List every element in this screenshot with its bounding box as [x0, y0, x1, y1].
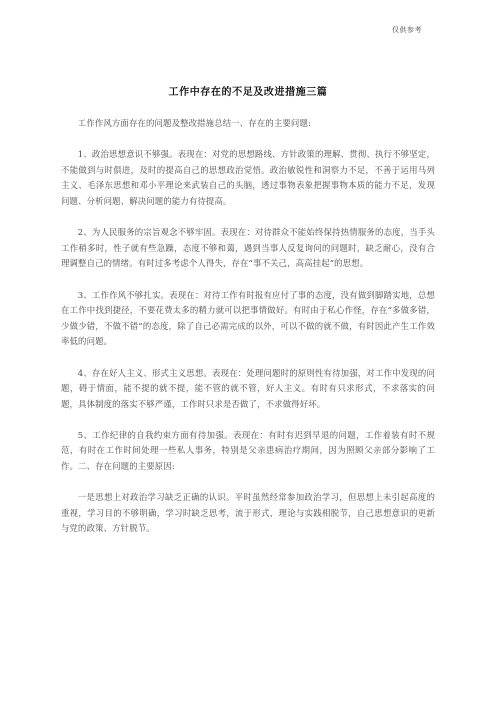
header-note: 仅供参考 — [392, 26, 422, 34]
paragraph-intro: 工作作风方面存在的问题及整改措施总结一、存在的主要问题: — [77, 118, 311, 128]
paragraph-3: 3、工作作风不够扎实。表现在：对待工作有时报有应付了事的态度，没有做到脚踏实地，总想在工作中找到捷径，不要花费太多的精力就可以把事情做好。有时由于私心作怪，存在“多做多错，少做少错，不做不错”的态度，除了自己必需完成的以外，可以不做的就不做，有时因此产生工作效率低的问题。 — [61, 289, 435, 347]
document-title: 工作中存在的不足及改进措施三篇 — [168, 87, 328, 98]
paragraph-4: 4、存在好人主义、形式主义思想。表现在：处理问题时的原则性有待加强，对工作中发现的问题，碍于情面，能不提的就不提，能不管的就不管，好人主义。有时有只求形式，不求落实的问题，具体制度的落实不够严谨，工作时只求是否做了，不求做得好坏。 — [61, 367, 435, 409]
paragraph-5: 5、工作纪律的自我约束方面有待加强。表现在：有时有迟到早退的问题，工作着装有时不规范，有时在工作时间处理一些私人事务，特别是父亲患病治疗期间，因为照顾父亲部分影响了工作。二、存在问题的主要原因: — [61, 429, 435, 472]
paragraph-1: 1、政治思想意识不够强。表现在：对党的思想路线、方针政策的理解、贯彻、执行不够坚定，不能做到与时俱进，及时的提高自己的思想政治觉悟。政治敏锐性和洞察力不足，不善于运用马列主义、毛泽东思想和邓小平理论来武装自己的头脑，透过事物表象把握事物本质的能力不足，发现问题、分析问题、解决问题的能力有待提高。 — [61, 149, 435, 206]
document-body — [61, 116, 435, 553]
paragraph-6: 一是思想上对政治学习缺乏正确的认识。平时虽然经常参加政治学习，但思想上未引起高度的重视，学习目的不够明确，学习时缺乏思考，流于形式，理论与实践相脱节，自己思想意识的更新与党的政策、方针脱节。 — [61, 492, 435, 534]
paragraph-2: 2、为人民服务的宗旨观念不够牢固。表现在：对待群众不能始终保持热情服务的态度，当手头工作稍多时，性子就有些急躁，态度不够和蔼，遇到当事人反复询问的问题时，缺乏耐心，没有合理调整自己的情绪。有时过多考虑个人得失，存在“事不关己，高高挂起”的思想。 — [61, 227, 435, 269]
